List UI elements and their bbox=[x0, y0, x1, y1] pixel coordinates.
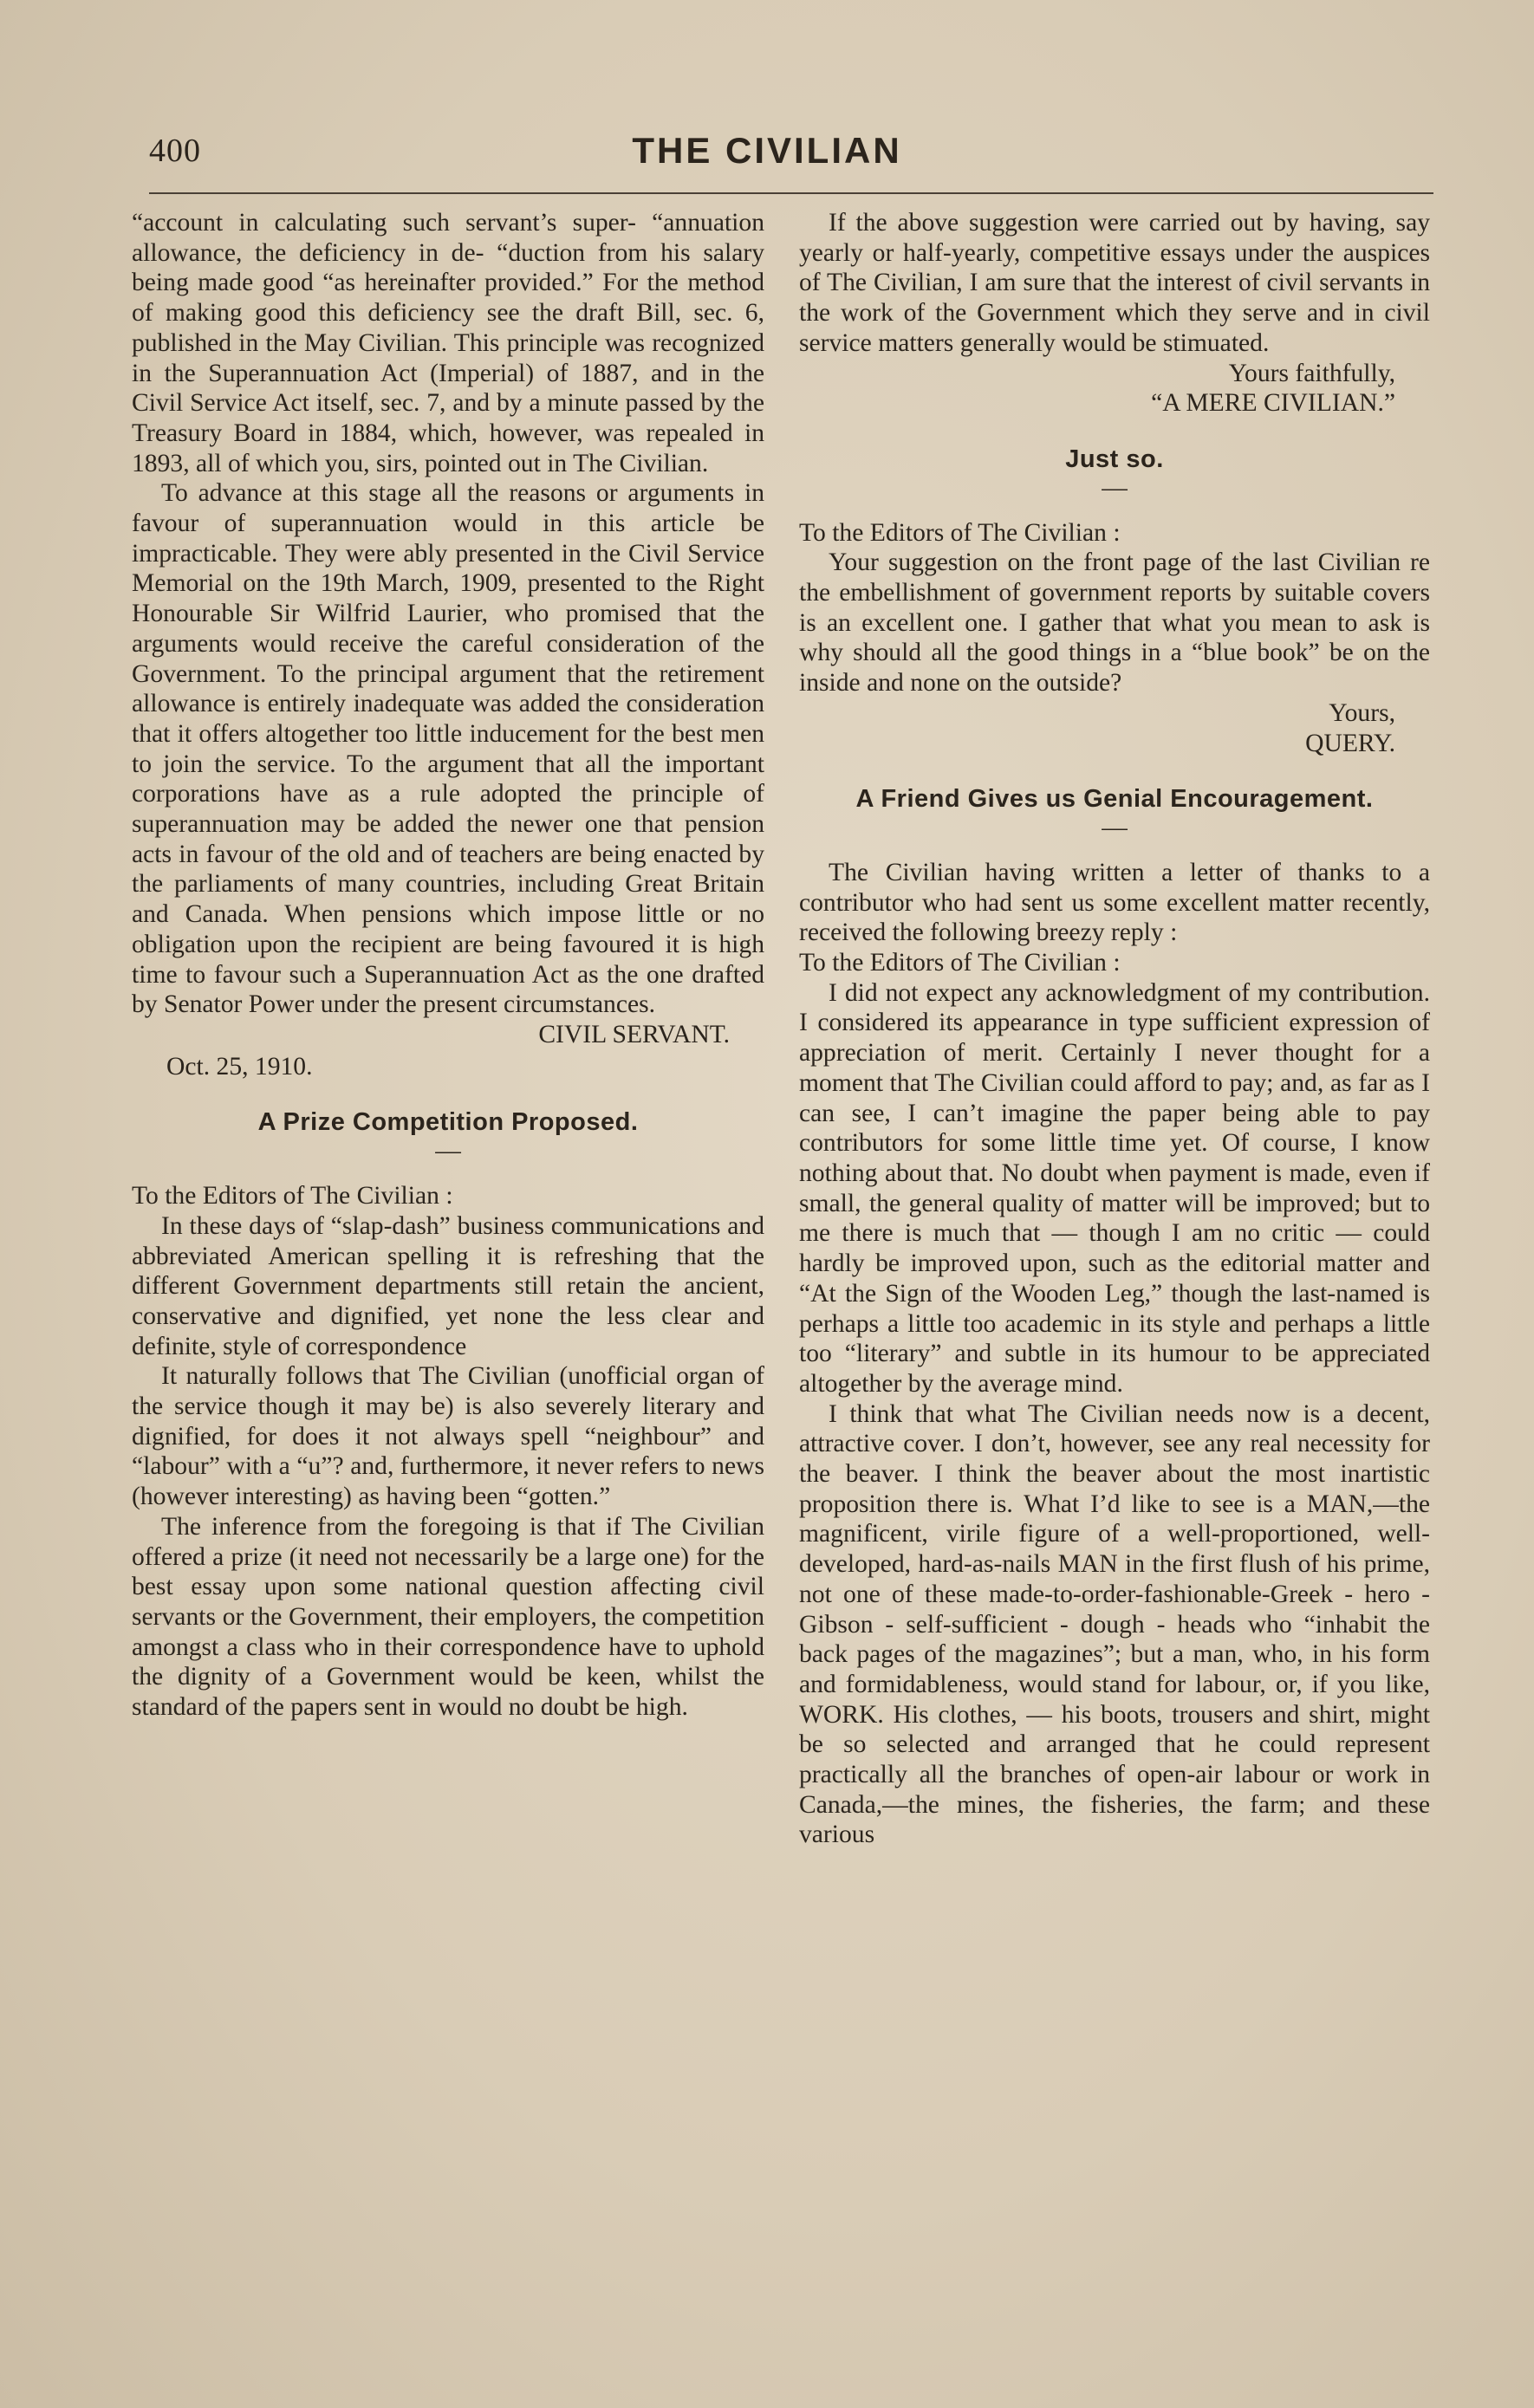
letter-salutation: To the Editors of The Civilian : bbox=[132, 1182, 453, 1210]
letter-closing: Yours, bbox=[1329, 698, 1395, 727]
letter-salutation: To the Editors of The Civilian : bbox=[799, 518, 1121, 547]
article-paragraph: “account in calculating such servant’s super- “annuation allowance, the deficiency in de- “duction from his salary being made good “as hereinafter provided.” For the method of making good this deficiency see the draft Bill, sec. 6, published in the May Civilian. This principle was recognized in the Superannuation Act (Imperial) of 1887, and in the Civil Service Act itself, sec. 7, and by a minute passed by the Treasury Board in 1884, which, however, was repealed in 1893, all of which you, sirs, pointed out in The Civilian. bbox=[132, 209, 764, 477]
letter-paragraph: I did not expect any acknowledgment of my contribution. I considered its appearance in type sufficient expression of appreciation of merit. Certainly I never thought for a moment that The Civilian could afford to pay; and, as far as I can see, I can’t imagine the paper being able to pay contributors for some little time yet. Of course, I know nothing about that. No doubt when payment is made, even if small, the general quality of matter will be improved; but to me there is much that — though I am no critic — could hardly be improved upon, such as the editorial matter and “At the Sign of the Wooden Leg,” though the last-named is perhaps a little too academic in its style and perhaps a little too “literary” and subtle in its humour to be appreciated altogether by the average mind. bbox=[799, 978, 1430, 1398]
author-signature: CIVIL SERVANT. bbox=[538, 1020, 730, 1048]
letter-salutation: To the Editors of The Civilian : bbox=[799, 949, 1121, 977]
running-head-title: THE CIVILIAN bbox=[632, 130, 902, 171]
section-heading: A Friend Gives us Genial Encouragement. bbox=[855, 785, 1374, 814]
letter-paragraph: If the above suggestion were carried out by having, say yearly or half-yearly, competitive essays under the auspices of The Civilian, I am sure that the interest of civil servants in the work of the Government which they serve and in civil service matters generally would be stimuated. bbox=[799, 209, 1430, 357]
page-number: 400 bbox=[149, 133, 201, 169]
article-paragraph: To advance at this stage all the reasons or arguments in favour of superannuation would in this article be impracticable. They were ably presented in the Civil Service Memorial on the 19th March, 1909, presented to the Right Honourable Sir Wilfrid Laurier, who promised that the arguments would receive the careful consideration of the Government. To the principal argument that the retirement allowance is entirely inadequate was added the consideration that it offers altogether too little inducement for the best men to join the service. To the argument that all the important corporations have as a rule adopted the principle of superannuation may be added the newer one that pension acts in favour of the old and of teachers are being enacted by the parliaments of many countries, including Great Britain and Canada. When pensions which impose little or no obligation upon the recipient are being favoured it is high time to favour such a Superannuation Act as the one drafted by Senator Power under the present circumstances. bbox=[132, 479, 764, 1019]
letter-paragraph: The inference from the foregoing is that if The Civilian offered a prize (it need not necessarily be a large one) for the best essay upon some national question affecting civil servants or the Government, their employers, the competition amongst a class who in their correspondence have to uphold the dignity of a Government would be keen, whilst the standard of the papers sent in would no doubt be high. bbox=[132, 1512, 764, 1722]
header-rule bbox=[149, 192, 1433, 194]
section-dash: — bbox=[1102, 813, 1128, 841]
author-signature: “A MERE CIVILIAN.” bbox=[1151, 389, 1395, 418]
letter-paragraph: Your suggestion on the front page of the last Civilian re the embellishment of government reports by suitable covers is an excellent one. I gather that what you mean to ask is why should all the good things in a “blue book” be on the inside and none on the outside? bbox=[799, 548, 1430, 698]
author-signature: QUERY. bbox=[1305, 729, 1395, 757]
section-heading: A Prize Competition Proposed. bbox=[257, 1108, 639, 1137]
left-column bbox=[132, 208, 764, 1723]
section-dash: — bbox=[435, 1137, 461, 1165]
article-paragraph: The Civilian having written a letter of thanks to a contributor who had sent us some excellent matter recently, received the following breezy reply : bbox=[799, 858, 1430, 947]
right-column bbox=[799, 208, 1430, 1850]
letter-paragraph: I think that what The Civilian needs now is a decent, attractive cover. I don’t, however, see any real necessity for the beaver. I think the beaver about the most inartistic proposition there is. What I’d like to see is a MAN,—the magnificent, virile figure of a well-proportioned, well-developed, hard-as-nails MAN in the first flush of his prime, not one of these made-to-order-fashionable-Greek - hero - Gibson - self-sufficient - dough - heads who “inhabit the back pages of the magazines”; but a man, who, in his form and formidableness, would stand for labour, or, if you like, WORK. His clothes, — his boots, trousers and shirt, might be so selected and arranged that he could represent practically all the branches of open-air labour or work in Canada,—the mines, the fisheries, the farm; and these various bbox=[799, 1399, 1430, 1849]
letter-date: Oct. 25, 1910. bbox=[166, 1052, 313, 1081]
section-heading: Just so. bbox=[1065, 445, 1164, 473]
letter-paragraph: In these days of “slap-dash” business communications and abbreviated American spelling it is refreshing that the different Government departments still retain the ancient, conservative and dignified, yet none the less clear and definite, style of correspondence bbox=[132, 1211, 764, 1360]
letter-closing: Yours faithfully, bbox=[1228, 359, 1395, 387]
section-dash: — bbox=[1102, 473, 1128, 502]
letter-paragraph: It naturally follows that The Civilian (unofficial organ of the service though it may be) is also severely literary and dignified, for does it not always spell “neighbour” and “labour” with a “u”? and, furthermore, it never refers to news (however interesting) as having been “gotten.” bbox=[132, 1362, 764, 1511]
